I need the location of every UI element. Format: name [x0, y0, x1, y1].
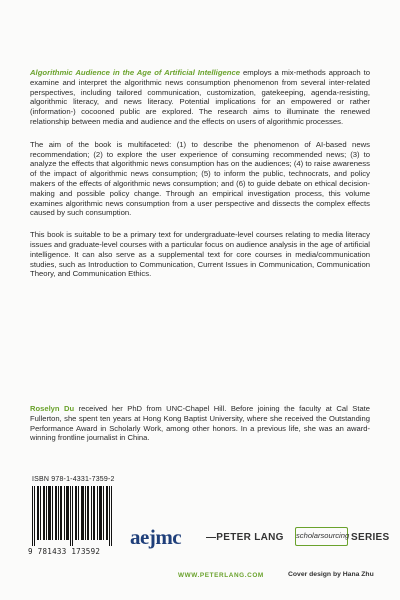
- barcode-digits: 9 781433 173592: [28, 547, 101, 556]
- description-paragraph-1: [30, 68, 370, 127]
- book-title: Algorithmic Audience in the Age of Artificial Intelligence: [30, 68, 241, 77]
- series-label: SERIES: [351, 532, 390, 543]
- isbn-label: ISBN 978-1-4331-7359-2: [32, 476, 115, 483]
- barcode-icon: [30, 486, 114, 546]
- description-column: [30, 68, 370, 291]
- publisher-logos: [130, 525, 390, 549]
- description-paragraph-2: The aim of the book is multifaceted: (1) to describe the phenomenon of AI-based news recommendation; (2) to explore the user experience of consuming recommended news; (3) to analyze the effects that algorithmic news consumption has on the audiences; (4) to raise awareness of the impact of algorithmic news consumption; (5) to inform the public, technocrats, and policy makers of the effects of algorithmic news consumption; and (6) to guide debate on ethical decision-making and possible policy change. Through an empirical investigation process, this volume examines algorithmic news consumption from a user perspective and dissects the complex effects caused by such consumption.: [30, 139, 370, 218]
- description-paragraph-1-text: employs a mix-methods approach to examine and interpret the algorithmic news consumption phenomenon from several inter-related perspectives, including tailored communication, customization, gatekeeping, agenda-resisting, algorithmic literacy, and news literacy. Potential implications for an empowered or rather (information-) cocooned public are explored. The research aims to illuminate the renewed relationship between media and audience and the effects on users of algorithmic processes.: [30, 68, 370, 126]
- peter-lang-logo: —PETER LANG: [206, 532, 284, 543]
- author-bio-text: received her PhD from UNC-Chapel Hill. Before joining the faculty at Cal State Fullerton, she spent ten years at Hong Kong Baptist University, where she received the Outstanding Performance Award in Scholarly Work, among other honors. In a previous life, she was an award-winning frontline journalist in China.: [30, 404, 370, 443]
- author-bio: [30, 404, 370, 443]
- scholarsourcing-logo: scholarsourcing: [295, 527, 348, 546]
- description-paragraph-3: This book is suitable to be a primary text for undergraduate-level courses relating to media literacy issues and graduate-level courses with a particular focus on audience analysis in the age of artificial intelligence. It can also serve as a supplemental text for core courses in media/communication studies, such as Introduction to Communication, Current Issues in Communication, Communication Theory, and Communication Ethics.: [30, 230, 370, 279]
- cover-design-credit: Cover design by Hana Zhu: [288, 571, 374, 578]
- aejmc-logo: aejmc: [130, 525, 182, 549]
- publisher-website: WWW.PETERLANG.COM: [178, 572, 264, 579]
- author-name: Roselyn Du: [30, 404, 75, 413]
